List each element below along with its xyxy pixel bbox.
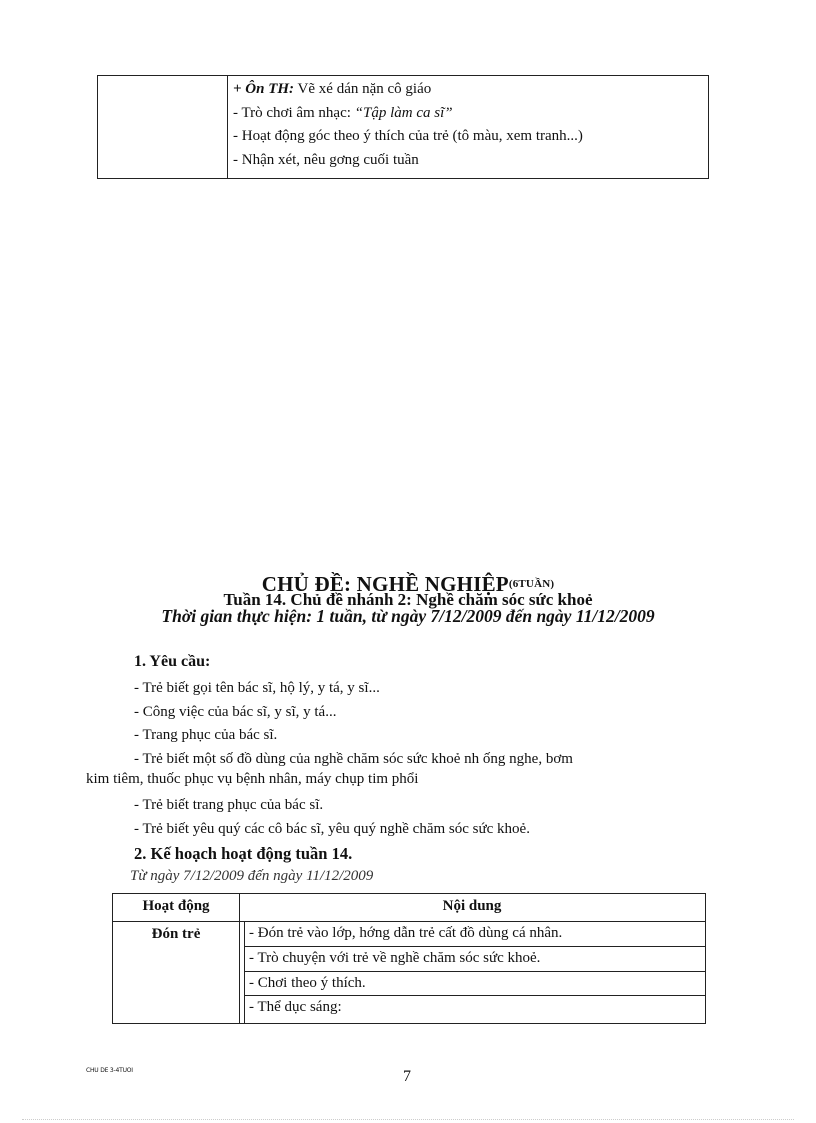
column-divider [239,894,240,1023]
continuation-table [97,75,709,179]
list-item: - Trang phục của bác sĩ. [134,727,278,744]
music-game-line: - Trò chơi âm nhạc: “Tập làm ca sĩ” [233,104,453,121]
list-item: - Trẻ biết một số đồ dùng của nghề chăm sóc sức khoẻ nh ống nghe, bơm [134,751,573,768]
table-row: - Chơi theo ý thích. [244,972,705,997]
footer-note: CHU DE 3-4TUOI [86,1067,133,1074]
page-number: 7 [403,1068,411,1085]
list-item: - Công việc của bác sĩ, y sĩ, y tá... [134,703,337,720]
section-1-title: 1. Yêu cầu: [134,653,211,670]
week-heading: Tuần 14. Chủ đề nhánh 2: Nghề chăm sóc sức khoẻ [223,590,593,609]
table-row: - Trò chuyện với trẻ về nghề chăm sóc sức khoẻ. [244,947,705,972]
header-activity: Hoạt động [142,898,210,914]
topic-weeks: (6TUẦN) [508,578,555,590]
list-item: - Trẻ biết yêu quý các cô bác sĩ, yêu quý nghề chăm sóc sức khoẻ. [134,820,530,837]
list-item: - Trẻ biết trang phục của bác sĩ. [134,797,324,813]
requirements-list-continued [134,794,530,841]
corner-activity-line: - Hoạt động góc theo ý thích của trẻ (tô màu, xem tranh...) [233,128,583,144]
table-row: - Đón trẻ vào lớp, hớng dẫn trẻ cất đồ dùng cá nhân. [244,922,705,947]
review-line: + Ôn TH: Vẽ xé dán nặn cô giáo [233,81,432,97]
topic-heading: CHỦ ĐỀ: NGHỀ NGHIỆP(6TUẦN) [261,572,555,596]
requirements-list [134,677,573,772]
content-cell [244,922,705,1020]
list-item-continuation: kim tiêm, thuốc phục vụ bệnh nhân, máy chụp tim phổi [86,771,419,787]
table-content-cell [233,78,583,172]
header-content: Nội dung [442,898,502,914]
time-heading: Thời gian thực hiện: 1 tuần, từ ngày 7/12/2009 đến ngày 11/12/2009 [161,606,655,626]
table-row: - Thể dục sáng: [249,999,342,1016]
activity-cell: Đón trẻ [151,926,201,942]
weekly-review-line: - Nhận xét, nêu gơng cuối tuần [233,151,419,168]
page-bottom-rule [22,1119,794,1120]
section-2-title: 2. Kế hoạch hoạt động tuần 14. [134,844,353,863]
date-range: Từ ngày 7/12/2009 đến ngày 11/12/2009 [130,868,374,884]
activity-plan-table [112,893,706,1024]
list-item: - Trẻ biết gọi tên bác sĩ, hộ lý, y tá, y sĩ... [134,680,380,696]
table-column-divider [227,76,228,178]
